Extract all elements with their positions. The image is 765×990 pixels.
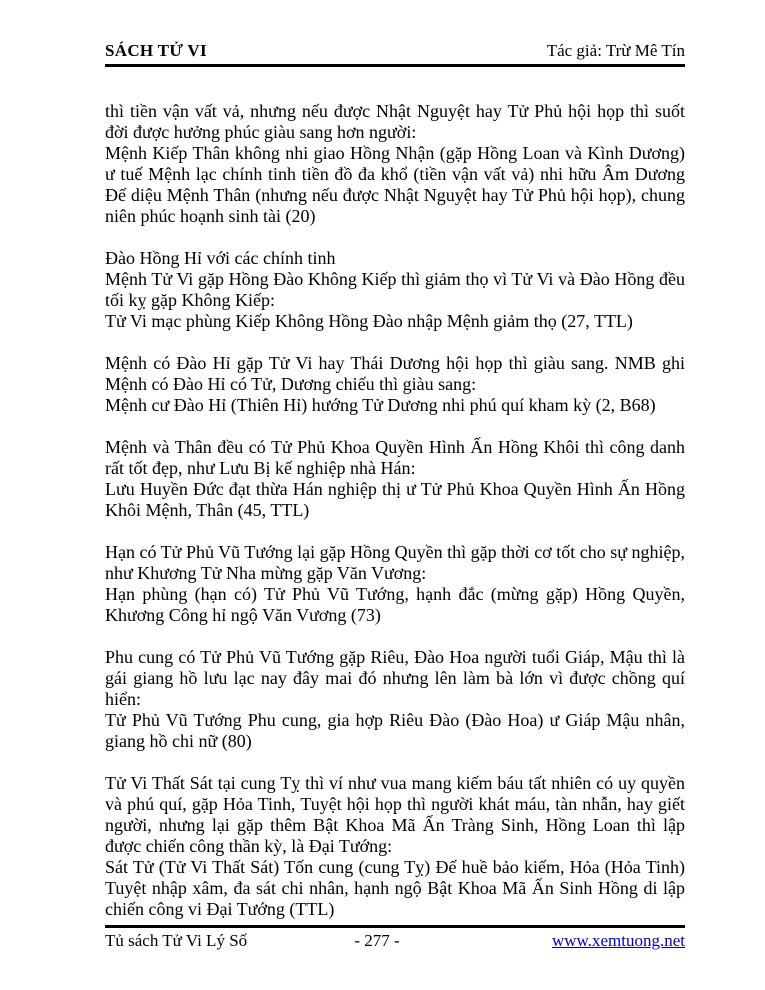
text-block-6 [105, 647, 685, 752]
paragraph: Phu cung có Tử Phủ Vũ Tướng gặp Riêu, Đào Hoa người tuổi Giáp, Mậu thì là gái giang hồ lưu lạc nay đây mai đó nhưng lên làm bà lớn vì được chồng quí hiển: [105, 647, 685, 709]
text-block-1 [105, 101, 685, 227]
paragraph: Mệnh có Đào Hỉ gặp Tử Vi hay Thái Dương hội họp thì giàu sang. NMB ghi Mệnh có Đào Hỉ có Tử, Dương chiếu thì giàu sang: [105, 353, 685, 394]
page-footer [105, 931, 685, 951]
paragraph: thì tiền vận vất vả, nhưng nếu được Nhật Nguyệt hay Tử Phủ hội họp thì suốt đời được hưởng phúc giàu sang hơn người: [105, 101, 685, 142]
footer-rule [105, 925, 685, 928]
header-rule [105, 64, 685, 67]
text-block-2 [105, 248, 685, 332]
page-header [105, 41, 685, 61]
section-heading: Đào Hồng Hỉ với các chính tinh [105, 248, 336, 268]
text-block-7 [105, 773, 685, 920]
document-body [105, 101, 685, 920]
footer-page-number: - 277 - [354, 931, 400, 950]
footer-series-title: Tủ sách Tử Vi Lý Số [105, 931, 248, 950]
paragraph: Mệnh cư Đào Hỉ (Thiên Hỉ) hướng Tử Dương nhi phú quí kham kỳ (2, B68) [105, 395, 656, 415]
text-block-4 [105, 437, 685, 521]
paragraph: Tử Vi Thất Sát tại cung Tỵ thì ví như vua mang kiếm báu tất nhiên có uy quyền và phú quí, gặp Hỏa Tinh, Tuyệt hội họp thì người khát máu, tàn nhẫn, hay giết người, nhưng lại gặp thêm Bật Khoa Mã Ấn Tràng Sinh, Hồng Loan thì lập được chiến công thần kỳ, là Đại Tướng: [105, 773, 685, 856]
paragraph: Tử Phủ Vũ Tướng Phu cung, gia hợp Riêu Đào (Đào Hoa) ư Giáp Mậu nhân, giang hồ chi nữ (80) [105, 710, 685, 751]
header-author: Tác giả: Trừ Mê Tín [546, 41, 685, 60]
paragraph: Tử Vi mạc phùng Kiếp Không Hồng Đào nhập Mệnh giảm thọ (27, TTL) [105, 311, 633, 331]
text-block-3 [105, 353, 685, 416]
paragraph: Sát Tử (Tử Vi Thất Sát) Tốn cung (cung Tỵ) Đế huề bảo kiếm, Hỏa (Hỏa Tinh) Tuyệt nhập xâm, đa sát chi nhân, hạnh ngộ Bật Khoa Mã Ấn Sinh Hồng di lập chiến công vi Đại Tướng (TTL) [105, 857, 685, 919]
footer-website-link[interactable]: www.xemtuong.net [552, 931, 685, 950]
paragraph: Hạn có Tử Phủ Vũ Tướng lại gặp Hồng Quyền thì gặp thời cơ tốt cho sự nghiệp, như Khương Tử Nha mừng gặp Văn Vương: [105, 542, 685, 583]
text-block-5 [105, 542, 685, 626]
paragraph: Mệnh Kiếp Thân không nhi giao Hồng Nhận (gặp Hồng Loan và Kình Dương) ư tuế Mệnh lạc chính tinh tiền đồ đa khổ (tiền vận vất vả) nhi hữu Âm Dương Đế diệu Mệnh Thân (nhưng nếu được Nhật Nguyệt hay Tử Phủ hội họp), chung niên phúc hoạnh sinh tài (20) [105, 143, 685, 226]
paragraph: Hạn phùng (hạn có) Tử Phủ Vũ Tướng, hạnh đắc (mừng gặp) Hồng Quyền, Khương Công hỉ ngộ Văn Vương (73) [105, 584, 685, 625]
header-book-title: SÁCH TỬ VI [105, 41, 207, 60]
paragraph: Mệnh và Thân đều có Tử Phủ Khoa Quyền Hình Ấn Hồng Khôi thì công danh rất tốt đẹp, như Lưu Bị kế nghiệp nhà Hán: [105, 437, 685, 478]
paragraph: Mệnh Tử Vi gặp Hồng Đào Không Kiếp thì giảm thọ vì Tử Vi và Đào Hồng đều tối kỵ gặp Không Kiếp: [105, 269, 685, 310]
paragraph: Lưu Huyền Đức đạt thừa Hán nghiệp thị ư Tử Phủ Khoa Quyền Hình Ấn Hồng Khôi Mệnh, Thân (45, TTL) [105, 479, 685, 520]
